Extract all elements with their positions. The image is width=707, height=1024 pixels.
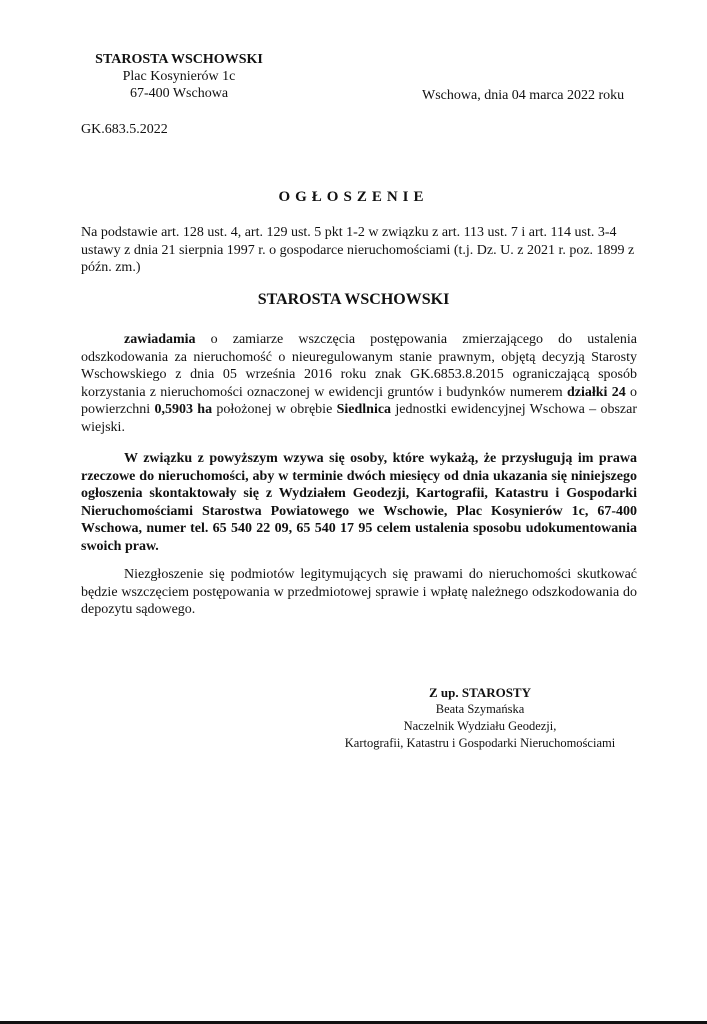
issuer-organization: STAROSTA WSCHOWSKI [95, 52, 263, 67]
consequence-paragraph: Niezgłoszenie się podmiotów legitymujących się prawami do nieruchomości skutkować będzie wszczęciem postępowania w przedmiotowej sprawie i wpłatę należnego odszkodowania do depozytu sądowego. [81, 567, 637, 617]
signature-authority: Z up. STAROSTY [429, 685, 531, 700]
legal-basis-paragraph: Na podstawie art. 128 ust. 4, art. 129 ust. 5 pkt 1-2 w związku z art. 113 ust. 7 i art. 114 ust. 3-4 ustawy z dnia 21 sierpnia 1997 r. o gospodarce nieruchomościami (t.j. Dz. U. z 2021 r. poz. 1899 z późn. zm.) [81, 225, 635, 275]
notice-text-b: o powierzchni [81, 384, 637, 417]
document-title: OGŁOSZENIE [278, 189, 429, 205]
summons-paragraph: W związku z powyższym wzywa się osoby, które wykażą, że przysługują im prawa rzeczowe do nieruchomości, aby w terminie dwóch miesięcy od dnia ukazania się niniejszego ogłoszenia skontaktowały się z Wydziałem Geodezji, Kartografii, Katastru i Gospodarki Nieruchomościami Starostwa Powiatowego we Wschowie, Plac Kosynierów 1c, 67-400 Wschowa, numer tel. 65 540 22 09, 65 540 17 95 celem ustalenia sposobu udokumentowania swoich praw. [81, 451, 637, 554]
parcel-number: działki 24 [566, 384, 626, 400]
issuer-address-street: Plac Kosynierów 1c [122, 69, 236, 84]
reference-number: GK.683.5.2022 [81, 122, 168, 137]
notice-text-d: jednostki ewidencyjnej Wschowa – obszar wiejski. [81, 402, 638, 435]
notice-paragraph [81, 331, 637, 436]
authority-heading: STAROSTA WSCHOWSKI [257, 291, 450, 308]
signature-block [330, 684, 630, 752]
signatory-position-line-1: Naczelnik Wydziału Geodezji, [403, 719, 557, 733]
signatory-name: Beata Szymańska [435, 702, 525, 716]
notice-text-a: o zamiarze wszczęcia postępowania zmierzającego do ustalenia odszkodowania za nieruchomość o nieuregulowanym stanie prawnym, objętą decyzją Starosty Wschowskiego z dnia 05 września 2016 roku znak GK.6853.8.2015 ograniczającą sposób korzystania z nieruchomości oznaczonej w ewidencji gruntów i budynków numerem [81, 332, 637, 400]
parcel-area: 0,5903 ha [154, 402, 213, 417]
signatory-position-line-2: Kartografii, Katastru i Gospodarki Nieruchomościami [344, 736, 616, 750]
parcel-precinct: Siedlnica [336, 402, 392, 417]
notice-lead-verb: zawiadamia [124, 332, 196, 347]
notice-text-c: położonej w obrębie [212, 402, 337, 417]
place-and-date: Wschowa, dnia 04 marca 2022 roku [422, 88, 625, 103]
issuer-header [84, 51, 274, 102]
issuer-address-city: 67-400 Wschowa [129, 86, 229, 101]
